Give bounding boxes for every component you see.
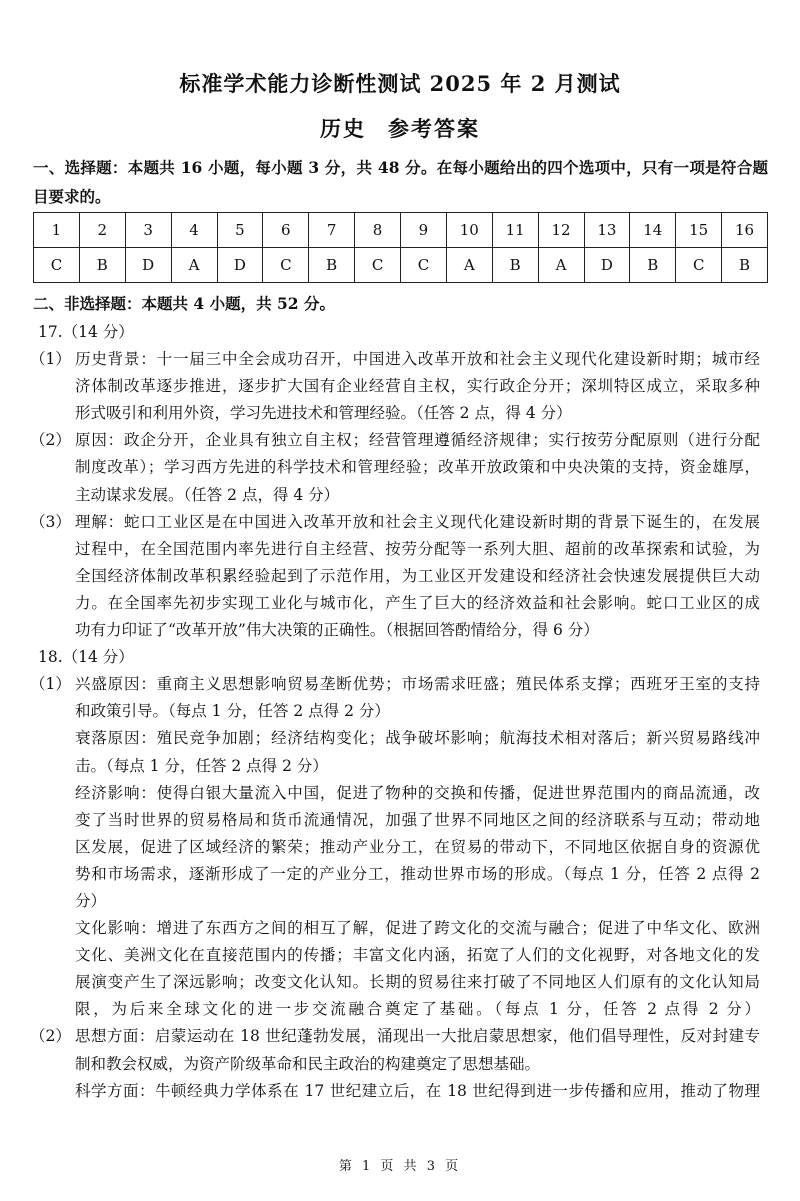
answer-item bbox=[0, 671, 800, 1023]
subject: 历史 bbox=[320, 116, 366, 141]
text-line: 科学方面：牛顿经典力学体系在 17 世纪建立后，在 18 世纪得到进一步传播和应用，推动了物理 bbox=[75, 1081, 760, 1100]
question-number-cell: 2 bbox=[79, 213, 125, 248]
text-line: 全国经济体制改革积累经验起到了示范作用，为工业区开发建设和经济社会快速发展提供巨大动 bbox=[75, 566, 760, 585]
question-number-cell: 15 bbox=[676, 213, 722, 248]
text-line: 形式吸引和利用外资，学习先进技术和管理经验。（任答 2 点，得 4 分） bbox=[75, 404, 572, 423]
item-text bbox=[75, 346, 760, 427]
section1-heading-line2: 目要求的。 bbox=[33, 187, 111, 206]
text-line: 功有力印证了“改革开放”伟大决策的正确性。（根据回答酌情给分，得 6 分） bbox=[75, 621, 599, 640]
item-text bbox=[75, 1023, 760, 1104]
answer-cell: B bbox=[722, 248, 768, 283]
text-line: 击。（每点 1 分，任答 2 点得 2 分） bbox=[75, 756, 328, 775]
item-label: （1） bbox=[30, 350, 71, 369]
section1-heading bbox=[33, 153, 768, 211]
text-line: 原因：政企分开，企业具有独立自主权；经营管理遵循经济规律；实行按劳分配原则（进行分配 bbox=[75, 431, 760, 450]
text-line: 思想方面：启蒙运动在 18 世纪蓬勃发展，涌现出一大批启蒙思想家，他们倡导理性，反对封建专 bbox=[75, 1027, 760, 1046]
question-number-cell: 14 bbox=[630, 213, 676, 248]
question-number-cell: 3 bbox=[125, 213, 171, 248]
item-text bbox=[75, 509, 760, 644]
answer-cell: B bbox=[79, 248, 125, 283]
question-number-cell: 4 bbox=[171, 213, 217, 248]
text-line: 分） bbox=[75, 891, 107, 910]
answer-cell: C bbox=[676, 248, 722, 283]
answer-cell: A bbox=[446, 248, 492, 283]
item-text bbox=[75, 671, 760, 1023]
text-line: 势和市场需求，逐渐形成了一定的产业分工，推动世界市场的形成。（每点 1 分，任答 2 点得 2 bbox=[75, 864, 760, 883]
answer-cell: A bbox=[538, 248, 584, 283]
answer-cell: D bbox=[125, 248, 171, 283]
text-line: 理解：蛇口工业区是在中国进入改革开放和社会主义现代化建设新时期的背景下诞生的，在发展 bbox=[75, 512, 760, 531]
text-line: 衰落原因：殖民竞争加剧；经济结构变化；战争破坏影响；航海技术相对落后；新兴贸易路线冲 bbox=[75, 729, 760, 748]
answer-item bbox=[0, 1023, 800, 1104]
question-number-cell: 16 bbox=[722, 213, 768, 248]
question-number-cell: 9 bbox=[401, 213, 447, 248]
answer-cell: C bbox=[401, 248, 447, 283]
text-line: 变了当时世界的贸易格局和货币流通情况，加强了世界不同地区之间的经济联系与互动；带动地 bbox=[75, 810, 760, 829]
item-label: （3） bbox=[30, 512, 71, 531]
text-line: 展演变产生了深远影响；改变文化认知。长期的贸易往来打破了不同地区人们原有的文化认知局 bbox=[75, 973, 760, 992]
question-number-cell: 8 bbox=[355, 213, 401, 248]
text-line: 兴盛原因：重商主义思想影响贸易垄断优势；市场需求旺盛；殖民体系支撑；西班牙王室的支持 bbox=[75, 675, 760, 694]
text-line: 主动谋求发展。（任答 2 点，得 4 分） bbox=[75, 485, 340, 504]
section1-heading-line1: 一、选择题：本题共 16 小题，每小题 3 分，共 48 分。在每小题给出的四个选项中，只有一项是符合题 bbox=[33, 158, 768, 177]
question-number-cell: 7 bbox=[309, 213, 355, 248]
answer-cell: D bbox=[584, 248, 630, 283]
section2-heading: 二、非选择题：本题共 4 小题，共 52 分。 bbox=[33, 294, 335, 313]
answer-cell: A bbox=[171, 248, 217, 283]
item-text bbox=[75, 427, 760, 508]
answer-cell: B bbox=[492, 248, 538, 283]
text-line: 力。在全国率先初步实现工业化与城市化，产生了巨大的经济效益和社会影响。蛇口工业区的成 bbox=[75, 593, 760, 612]
text-line: 和政策引导。（每点 1 分，任答 2 点得 2 分） bbox=[75, 702, 390, 721]
answer-cell: D bbox=[217, 248, 263, 283]
text-line: 限，为后来全球文化的进一步交流融合奠定了基础。（每点 1 分，任答 2 点得 2 分） bbox=[75, 1000, 760, 1019]
question-number-cell: 12 bbox=[538, 213, 584, 248]
question-number: 18.（14 分） bbox=[38, 648, 134, 667]
question-number-cell: 10 bbox=[446, 213, 492, 248]
page-footer: 第 1 页 共 3 页 bbox=[338, 1159, 462, 1174]
question-number: 17.（14 分） bbox=[38, 323, 134, 341]
item-label: （2） bbox=[30, 431, 71, 450]
question-number-cell: 11 bbox=[492, 213, 538, 248]
question-number-cell: 13 bbox=[584, 213, 630, 248]
answer-cell: B bbox=[630, 248, 676, 283]
answer-cell: B bbox=[309, 248, 355, 283]
answer-row bbox=[34, 248, 768, 283]
item-label: （2） bbox=[30, 1027, 71, 1046]
question-number-cell: 5 bbox=[217, 213, 263, 248]
document-title: 标准学术能力诊断性测试 2025 年 2 月测试 bbox=[179, 71, 621, 96]
question-number-row bbox=[34, 213, 768, 248]
text-line: 历史背景：十一届三中全会成功召开，中国进入改革开放和社会主义现代化建设新时期；城市经 bbox=[75, 350, 760, 369]
page-content bbox=[0, 153, 800, 1105]
question-number-cell: 6 bbox=[263, 213, 309, 248]
answer-table bbox=[33, 212, 768, 283]
text-line: 制度改革）；学习西方先进的科学技术和管理经验；改革开放政策和中央决策的支持，资金雄厚， bbox=[75, 458, 760, 477]
answer-item bbox=[0, 346, 800, 427]
text-line: 文化影响：增进了东西方之间的相互了解，促进了跨文化的交流与融合；促进了中华文化、欧洲 bbox=[75, 919, 760, 938]
question-number-cell: 1 bbox=[34, 213, 80, 248]
text-line: 经济影响：使得白银大量流入中国，促进了物种的交换和传播，促进世界范围内的商品流通，改 bbox=[75, 783, 760, 802]
answer-body bbox=[0, 319, 800, 1105]
answer-item bbox=[0, 509, 800, 644]
answer-cell: C bbox=[263, 248, 309, 283]
doc-type: 参考答案 bbox=[388, 116, 480, 141]
text-line: 区发展，促进了区域经济的繁荣；推动产业分工，在贸易的带动下，不同地区依据自身的资源优 bbox=[75, 837, 760, 856]
text-line: 制和教会权威，为资产阶级革命和民主政治的构建奠定了思想基础。 bbox=[75, 1054, 541, 1073]
text-line: 济体制改革逐步推进，逐步扩大国有企业经营自主权，实行政企分开；深圳特区成立，采取多种 bbox=[75, 377, 760, 396]
text-line: 文化、美洲文化在直接范围内的传播；丰富文化内涵，拓宽了人们的文化视野，对各地文化的发 bbox=[75, 946, 760, 965]
answer-cell: C bbox=[355, 248, 401, 283]
answer-item bbox=[0, 427, 800, 508]
answer-cell: C bbox=[34, 248, 80, 283]
item-label: （1） bbox=[30, 675, 71, 694]
text-line: 过程中，在全国范围内率先进行自主经营、按劳分配等一系列大胆、超前的改革探索和试验，为 bbox=[75, 539, 760, 558]
document-subtitle bbox=[0, 115, 800, 143]
